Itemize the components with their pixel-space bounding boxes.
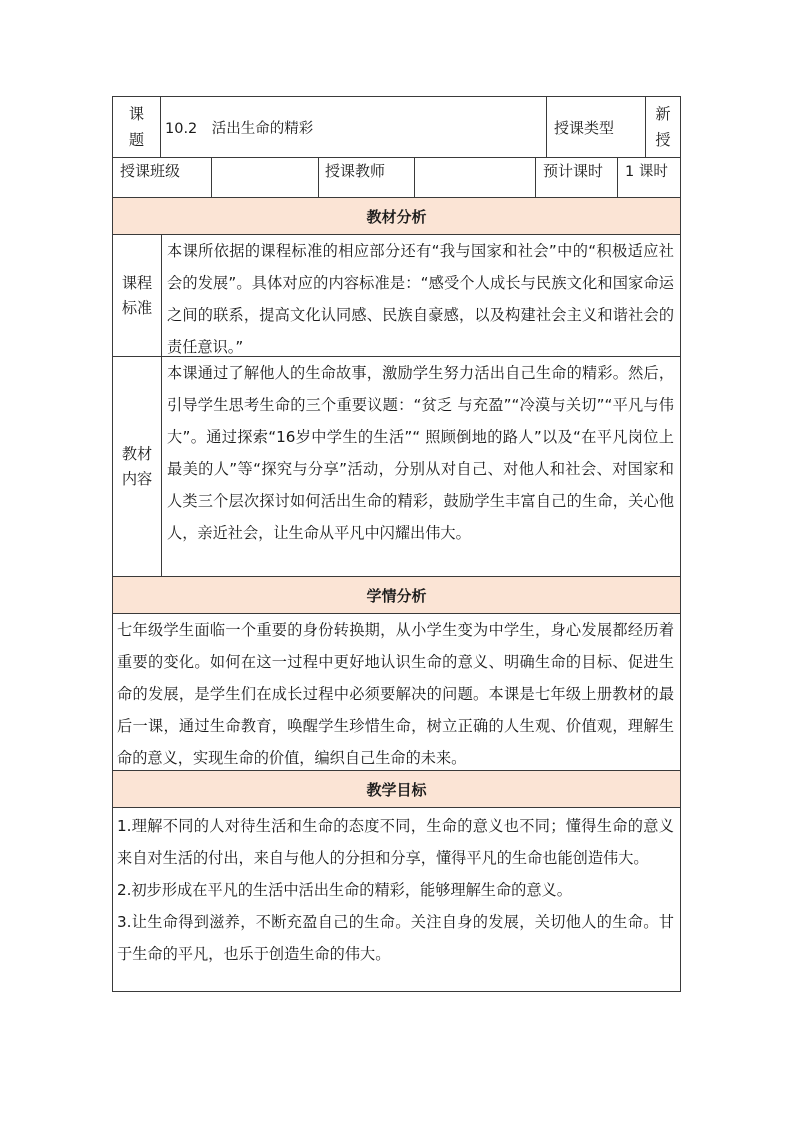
goals-list [113,808,680,991]
topic-cell [161,97,547,157]
info-row [112,157,681,197]
topic-row [112,96,681,157]
standard-text: 本课所依据的课程标准的相应部分还有“我与国家和社会”中的“积极适应社会的发展”。具体对应的内容标准是：“感受个人成长与民族文化和国家命运之间的联系，提高文化认同感、民族自豪感，以及构建社会主义和谐社会的责任意识。” [167,242,674,356]
content-label-cell [113,357,162,576]
content-label-2: 内容 [121,469,153,488]
type-value-2: 授 [655,131,671,149]
topic-label-1: 课 [128,105,145,123]
type-value-cell [646,97,680,157]
content-label-1: 教材 [121,444,153,463]
section-students-title: 学情分析 [366,586,427,605]
standard-label-1: 课程 [121,273,153,292]
class-label: 授课班级 [120,162,181,180]
teacher-label: 授课教师 [325,162,386,180]
students-text: 七年级学生面临一个重要的身份转换期，从小学生变为中学生，身心发展都经历着重要的变化。如何在这一过程中更好地认识生命的意义、明确生命的目标、促进生命的发展，是学生们在成长过程中必须要解决的问题。本课是七年级上册教材的最后一课，通过生命教育，唤醒学生珍惜生命，树立正确的人生观、价值观，理解生命的意义，实现生命的价值，编织自己生命的未来。 [117,621,674,767]
teacher-value-cell [415,158,536,197]
topic-label-cell [113,97,161,157]
class-value-cell [212,158,319,197]
type-label-cell [547,97,646,157]
hours-label-cell [536,158,618,197]
hours-value-cell [618,158,680,197]
standard-label-2: 标准 [121,298,153,317]
type-value-1: 新 [655,105,671,123]
topic-label-2: 题 [128,131,145,149]
lesson-plan-table [112,96,681,992]
standard-row [112,234,681,356]
section-goals-title: 教学目标 [366,780,427,799]
section-goals-header [112,770,681,807]
goal-item-2: 2.初步形成在平凡的生活中活出生命的精彩，能够理解生命的意义。 [117,881,572,899]
hours-value: 1 课时 [625,164,668,180]
teacher-label-cell [319,158,415,197]
goal-item-1: 1.理解不同的人对待生活和生命的态度不同，生命的意义也不同；懂得生命的意义来自对生活的付出，来自与他人的分担和分享，懂得平凡的生命也能创造伟大。 [117,817,674,867]
section-textbook-title: 教材分析 [366,207,427,226]
topic-title: 10.2 活出生命的精彩 [165,120,314,137]
section-students-header [112,576,681,613]
content-text: 本课通过了解他人的生命故事，激励学生努力活出自己生命的精彩。然后，引导学生思考生命的三个重要议题：“贫乏 与充盈”“冷漠与关切”“平凡与伟大”。通过探索“16岁中学生的生活”“ 照顾倒地的路人”以及“在平凡岗位上最美的人”等“探究与分享”活动，分别从对自己、对他人和社会、对国家和人类三个层次探讨如何活出生命的精彩，鼓励学生丰富自己的生命，关心他人，亲近社会，让生命从平凡中闪耀出伟大。 [167,364,674,542]
hours-label: 预计课时 [543,162,604,180]
goals-row [112,807,681,992]
standard-label-cell [113,235,162,356]
content-row [112,356,681,576]
goal-item-3: 3.让生命得到滋养，不断充盈自己的生命。关注自身的发展，关切他人的生命。甘于生命的平凡，也乐于创造生命的伟大。 [117,913,674,963]
section-textbook-header [112,197,681,234]
class-label-cell [113,158,212,197]
type-label: 授课类型 [554,118,615,137]
students-row [112,613,681,770]
